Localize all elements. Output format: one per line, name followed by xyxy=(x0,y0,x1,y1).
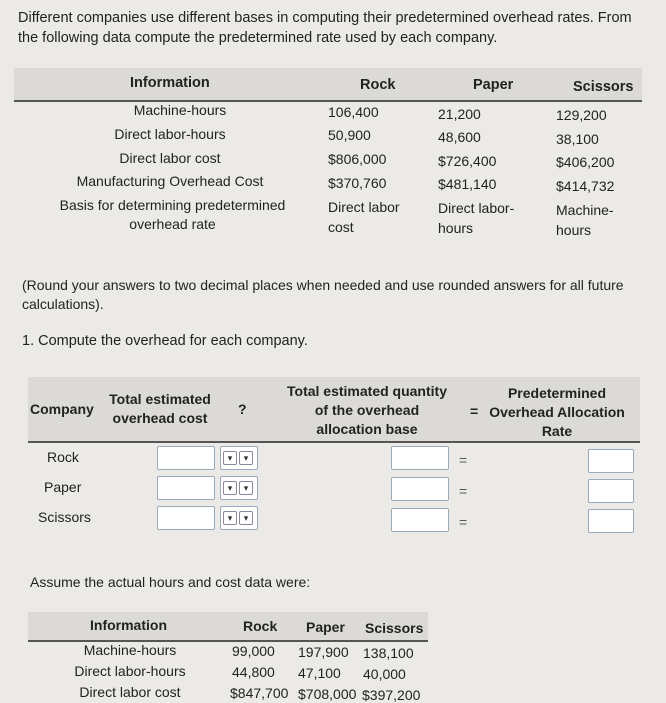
table3-cell: 138,100 xyxy=(363,645,414,661)
table1-cell: 50,900 xyxy=(328,127,371,143)
paper-rate-input[interactable] xyxy=(588,479,634,503)
table1-cell: 106,400 xyxy=(328,104,379,120)
table3-cell: $847,700 xyxy=(230,685,289,701)
table2-header-rate-line1: Predetermined xyxy=(507,385,607,401)
table1-cell: cost xyxy=(328,219,354,235)
table3-cell: 40,000 xyxy=(363,666,406,682)
table3-row-label: Direct labor-hours xyxy=(74,663,186,679)
table1-header-information: Information xyxy=(130,75,210,91)
table1-cell: $414,732 xyxy=(556,178,615,194)
paper-allocation-base-input[interactable] xyxy=(391,477,449,501)
rock-rate-input[interactable] xyxy=(588,449,634,473)
chevron-down-icon: ▾ xyxy=(243,483,249,493)
table2-header-company: Company xyxy=(30,401,94,417)
paper-equals: = xyxy=(459,483,468,499)
chevron-down-icon: ▾ xyxy=(227,513,233,523)
table3-header-paper: Paper xyxy=(306,619,345,635)
table1-row-label: Machine-hours xyxy=(133,102,227,118)
table1-cell: Direct labor xyxy=(328,199,400,215)
table2-header-operator: ? xyxy=(238,401,247,417)
table1-cell: $370,760 xyxy=(328,175,387,191)
table1-header-scissors: Scissors xyxy=(573,79,634,95)
table1-row-label: Direct labor cost xyxy=(119,150,221,166)
rock-operator-dropdown-1[interactable] xyxy=(223,451,237,465)
table1-header-paper: Paper xyxy=(473,77,514,93)
table2-header-total-line1: Total estimated xyxy=(109,391,211,407)
table3-cell: 47,100 xyxy=(298,665,341,681)
table2-company-scissors: Scissors xyxy=(38,509,91,525)
rock-operator-select[interactable] xyxy=(220,446,258,470)
table1-row-label: Direct labor-hours xyxy=(114,126,226,142)
scissors-operator-dropdown-1[interactable] xyxy=(223,511,237,525)
intro-text: Different companies use different bases in computing their predetermined overhead rates. From the following data compute the predetermined rate used by each company. xyxy=(18,10,632,46)
table3-cell: 197,900 xyxy=(298,644,349,660)
table3-header-information: Information xyxy=(90,617,167,633)
chevron-down-icon: ▾ xyxy=(227,483,233,493)
table2-header-qty-line2: of the overhead xyxy=(314,402,420,418)
table1-cell: 129,200 xyxy=(556,107,607,123)
table1-row-label: overhead rate xyxy=(129,216,216,232)
table3-cell: 99,000 xyxy=(232,643,275,659)
rock-overhead-cost-input[interactable] xyxy=(157,446,215,470)
rock-equals: = xyxy=(459,452,468,468)
table1-cell: $481,140 xyxy=(438,176,497,192)
table1-cell: hours xyxy=(556,222,592,238)
table3-row-label: Direct labor cost xyxy=(79,684,181,700)
table2-company-rock: Rock xyxy=(47,449,79,465)
scissors-overhead-cost-input[interactable] xyxy=(157,506,215,530)
paper-operator-dropdown-1[interactable] xyxy=(223,481,237,495)
table1-header-rock: Rock xyxy=(360,77,396,93)
table3-row-label: Machine-hours xyxy=(83,642,177,658)
scissors-allocation-base-input[interactable] xyxy=(391,508,449,532)
table1-cell: 38,100 xyxy=(556,131,599,147)
chevron-down-icon: ▾ xyxy=(243,453,249,463)
paper-overhead-cost-input[interactable] xyxy=(157,476,215,500)
scissors-base-dropdown-1[interactable] xyxy=(239,511,253,525)
rock-base-dropdown-1[interactable] xyxy=(239,451,253,465)
table2-header-rate-line2: Overhead Allocation xyxy=(489,404,625,420)
table2-header-equals: = xyxy=(470,403,479,419)
table1-cell: hours xyxy=(438,220,474,236)
table3-cell: 44,800 xyxy=(232,664,275,680)
chevron-down-icon: ▾ xyxy=(243,513,249,523)
table2-header-rate-line3: Rate xyxy=(541,423,573,439)
table1-cell: Direct labor- xyxy=(438,200,515,216)
question-1: 1. Compute the overhead for each company. xyxy=(22,333,308,349)
table1-cell: $806,000 xyxy=(328,151,387,167)
paper-operator-select[interactable] xyxy=(220,476,258,500)
table3-cell: $708,000 xyxy=(298,686,357,702)
paper-base-dropdown-1[interactable] xyxy=(239,481,253,495)
scissors-operator-select[interactable] xyxy=(220,506,258,530)
table1-row-label: Manufacturing Overhead Cost xyxy=(76,173,264,189)
table3-header-rock: Rock xyxy=(243,618,278,634)
rounding-note: (Round your answers to two decimal places when needed and use rounded answers for all future calculations). xyxy=(22,277,624,312)
scissors-rate-input[interactable] xyxy=(588,509,634,533)
table3-header-scissors: Scissors xyxy=(365,620,424,636)
scissors-equals: = xyxy=(459,514,468,530)
table1-row-label: Basis for determining predetermined xyxy=(59,197,286,213)
table2-header-total-line2: overhead cost xyxy=(112,410,208,426)
table3-cell: $397,200 xyxy=(362,687,421,703)
table1-cell: 21,200 xyxy=(438,106,481,122)
table2-header-qty-line1: Total estimated quantity xyxy=(287,383,447,399)
table1-cell: 48,600 xyxy=(438,129,481,145)
rock-allocation-base-input[interactable] xyxy=(391,446,449,470)
table1-header-band xyxy=(14,68,642,102)
table2-header-qty-line3: allocation base xyxy=(316,421,418,437)
table1-cell: Machine- xyxy=(556,202,614,218)
table1-cell: $406,200 xyxy=(556,154,615,170)
table1-cell: $726,400 xyxy=(438,153,497,169)
chevron-down-icon: ▾ xyxy=(227,453,233,463)
actual-data-intro: Assume the actual hours and cost data were: xyxy=(30,574,311,590)
table2-company-paper: Paper xyxy=(44,479,82,495)
